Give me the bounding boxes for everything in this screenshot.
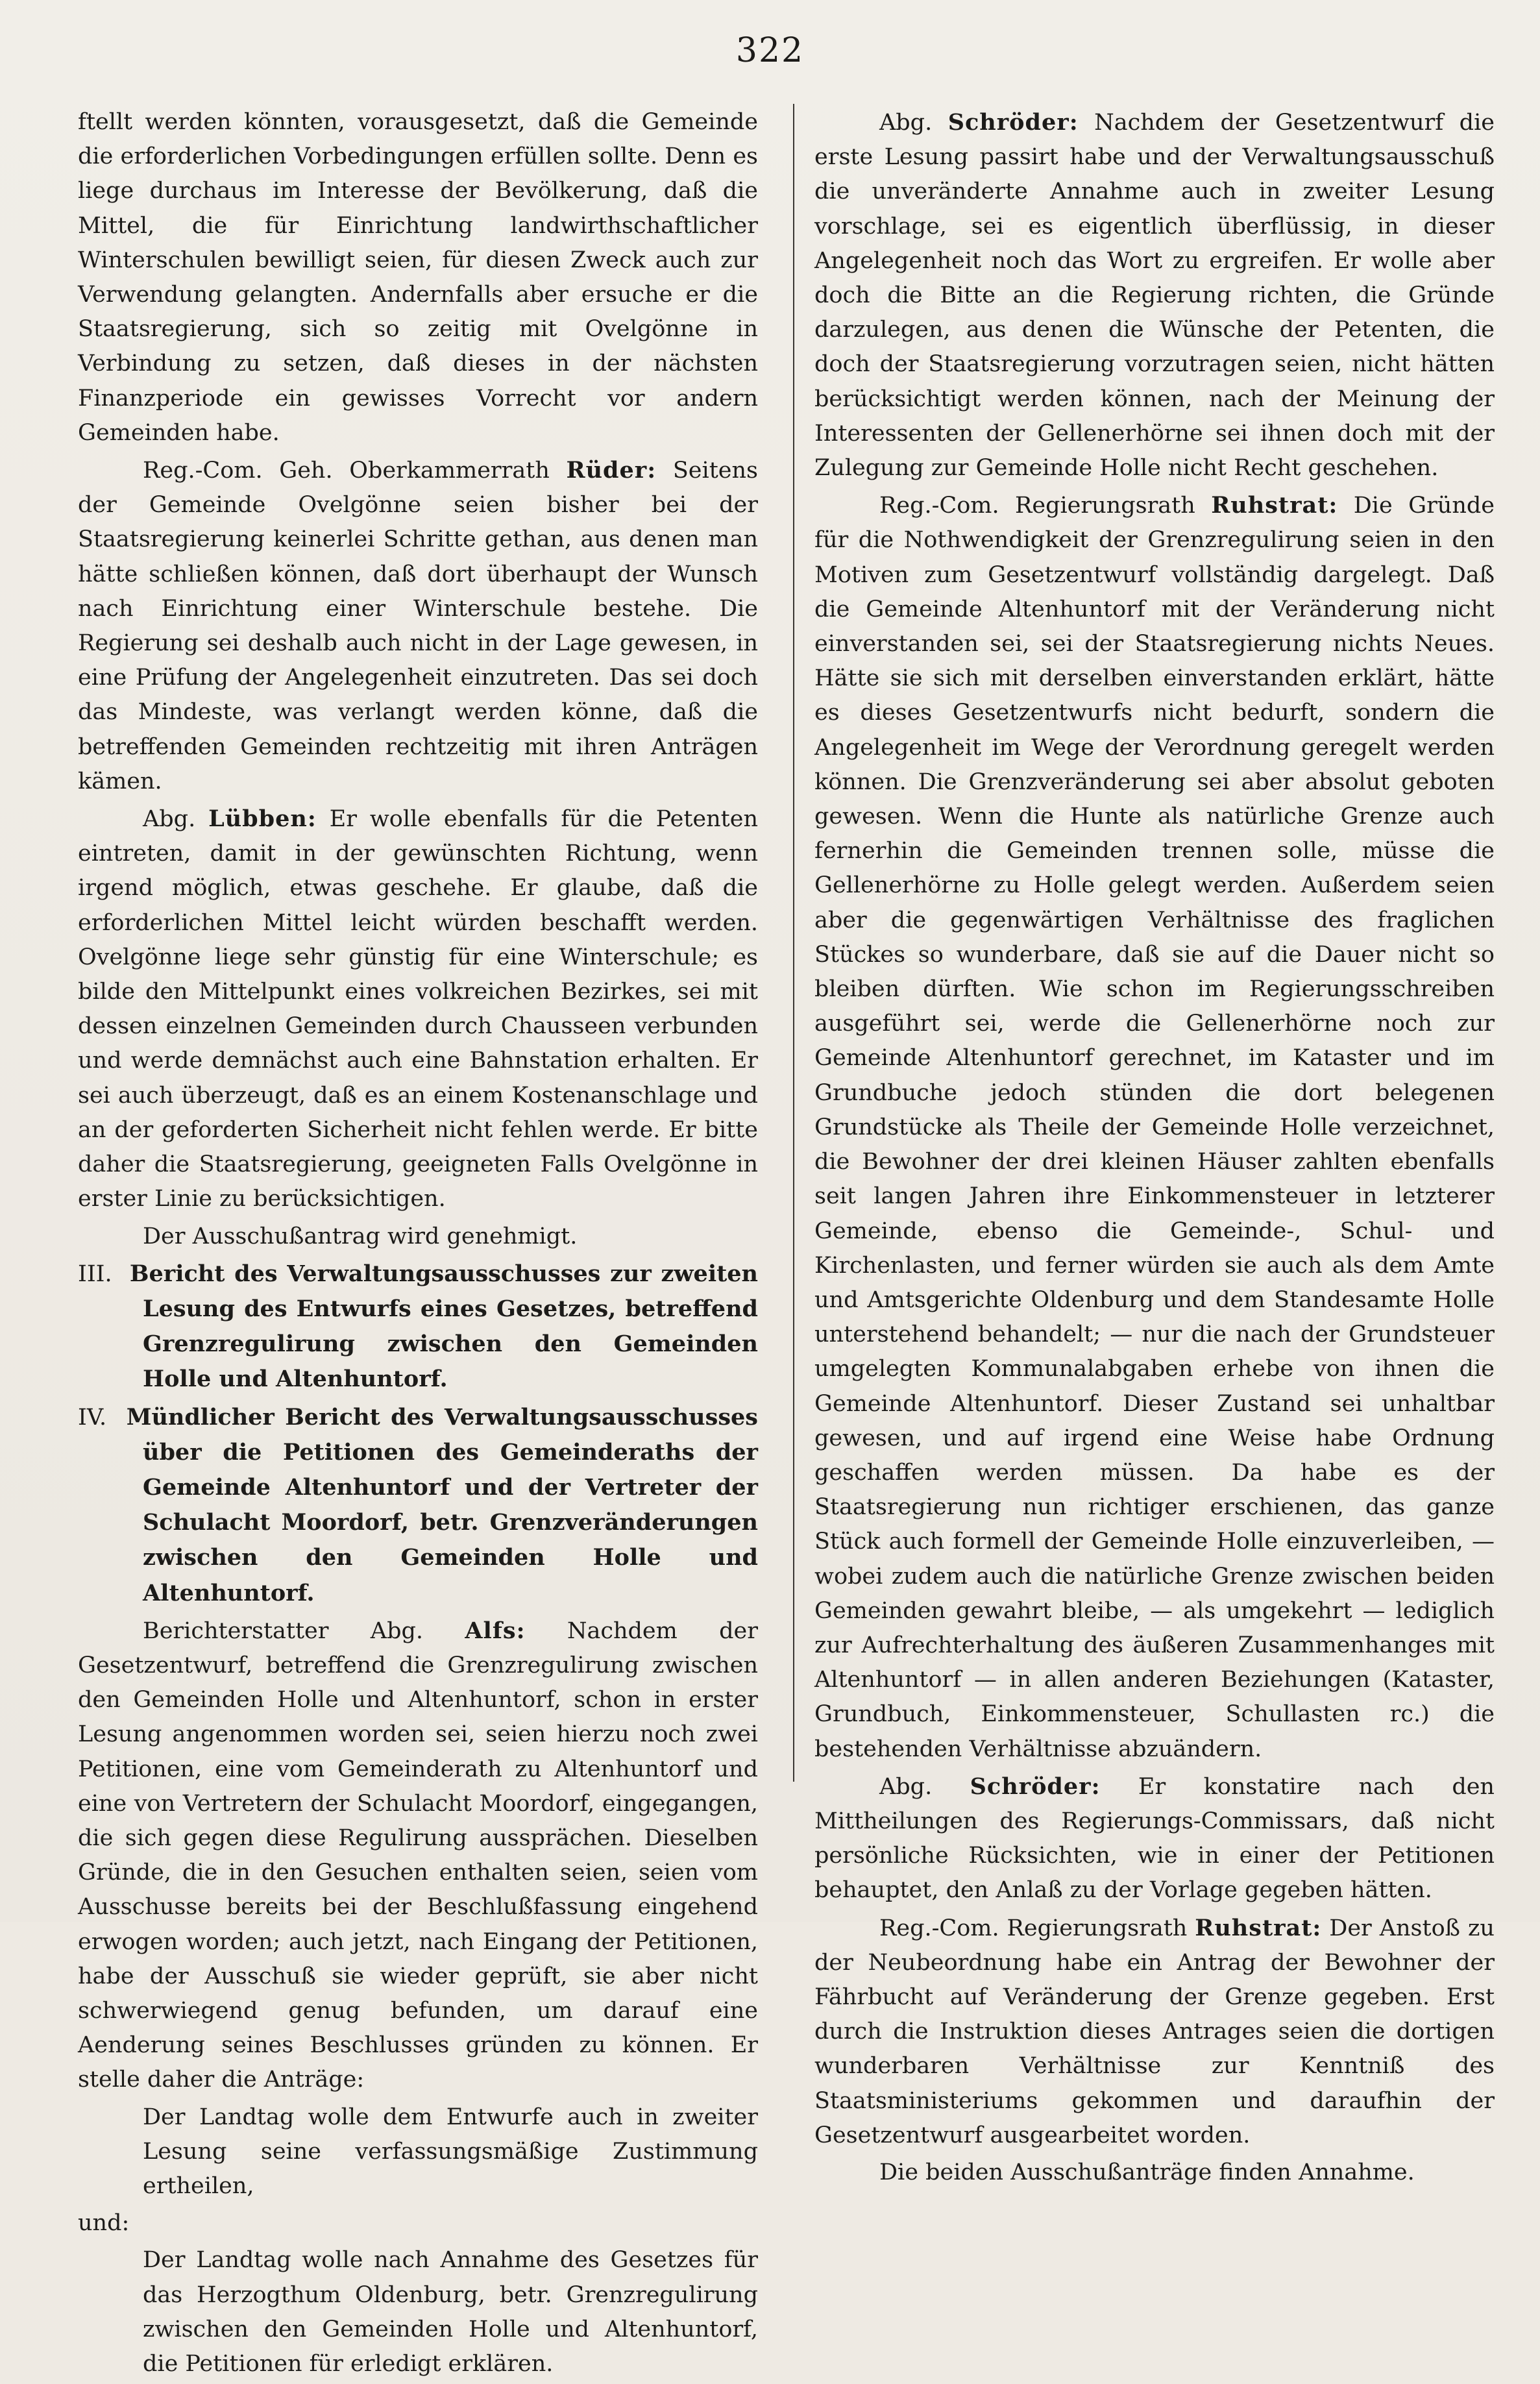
column-divider (793, 104, 794, 1782)
speaker-title: Reg.-Com. Regierungsrath (879, 493, 1195, 519)
speaker-name: Ruhstrat: (1195, 1914, 1322, 1941)
speech-text: Der Anstoß zu der Neubeordnung habe ein Antrag der Bewohner der Fährbucht auf Veränderung der Grenze gegeben. Erst durch die Instruktion dieses Antrages seien die dortigen wunderbaren Verhältnisse zur Kenntniß des Staatsministeriums gekommen und daraufhin der Gesetzentwurf ausgearbeitet worden. (814, 1915, 1495, 2148)
speech-text: Er konstatire nach den Mittheilungen des Regierungs-Commissars, daß nicht persönliche Rücksichten, wie in einer der Petitionen behauptet, den Anlaß zu der Vorlage gegeben hätten. (814, 1773, 1495, 1904)
agenda-title: Mündlicher Bericht des Verwaltungsausschusses über die Petitionen des Gemeinderaths der Gemeinde Altenhuntorf und der Vertreter der Schulacht Moordorf, betr. Grenzveränderungen zwischen den Gemeinden Holle und Altenhuntorf. (126, 1403, 758, 1606)
speaker-name: Ruhstrat: (1211, 492, 1338, 519)
paragraph-continuation: ftellt werden könnten, vorausgesetzt, daß die Gemeinde die erforderlichen Vorbedingungen erfüllen sollte. Denn es liege durchaus im Interesse der Bevölkerung, daß die Mittel, die für Einrichtung landwirthschaftlicher Winterschulen bewilligt seien, für diesen Zweck auch zur Verwendung gelangten. Andernfalls aber ersuche er die Staatsregierung, sich so zeitig mit Ovelgönne in Verbindung zu setzen, daß dieses in der nächsten Finanzperiode ein gewisses Vorrecht vor andern Gemeinden habe. (78, 109, 758, 446)
motion-2: Der Landtag wolle nach Annahme des Gesetzes für das Herzogthum Oldenburg, betr. Grenzregulirung zwischen den Gemeinden Holle und Altenhuntorf, die Petitionen für erledigt erklären. (143, 2247, 758, 2377)
speech-text: Nachdem der Gesetzentwurf die erste Lesung passirt habe und der Verwaltungsausschuß die unveränderte Annahme auch in zweiter Lesung vorschlage, sei es eigentlich überflüssig, in dieser Angelegenheit noch das Wort zu ergreifen. Er wolle aber doch die Bitte an die Regierung richten, die Gründe darzulegen, aus denen die Wünsche der Petenten, die doch der Staatsregierung vorzutragen seien, nicht hätten berücksichtigt werden können, nach der Meinung der Interessenten der Gellenerhörne sei ihnen doch mit der Zulegung zur Gemeinde Holle nicht Recht geschehen. (814, 110, 1495, 482)
speaker-title: Berichterstatter Abg. (143, 1617, 424, 1644)
right-column (814, 105, 1495, 2193)
motion-1: Der Landtag wolle dem Entwurfe auch in zweiter Lesung seine verfassungsmäßige Zustimmung ertheilen, (143, 2104, 758, 2199)
resolution-text: Die beiden Ausschußanträge finden Annahme. (879, 2159, 1415, 2185)
speaker-name: Lübben: (208, 805, 317, 833)
paragraph-rueder (78, 453, 758, 799)
resolution-text: Der Ausschußantrag wird genehmigt. (143, 1223, 578, 1249)
speaker-title: Abg. (143, 806, 196, 833)
speaker-title: Reg.-Com. Regierungsrath (879, 1915, 1188, 1941)
agenda-title: Bericht des Verwaltungsausschusses zur zweiten Lesung des Entwurfs eines Gesetzes, betreffend Grenzregulirung zwischen den Gemeinden Holle und Altenhuntorf. (129, 1260, 758, 1393)
paragraph-ruhstrat-2 (814, 1911, 1495, 2153)
paragraph-luebben (78, 802, 758, 1216)
agenda-number: IV. (78, 1404, 107, 1431)
left-column (78, 105, 758, 2384)
speech-text: Die Gründe für die Nothwendigkeit der Grenzregulirung seien in den Motiven zum Gesetzentwurf vollständig dargelegt. Daß die Gemeinde Altenhuntorf mit der Veränderung nicht einverstanden sei, sei der Staatsregierung nichts Neues. Hätte sie sich mit derselben einverstanden erklärt, hätte es dieses Gesetzentwurfs nicht bedurft, sondern die Angelegenheit im Wege der Verordnung geregelt werden können. Die Grenzveränderung sei aber absolut geboten gewesen. Wenn die Hunte als natürliche Grenze auch fernerhin die Gemeinden trennen solle, müsse die Gellenerhörne zu Holle gelegt werden. Außerdem seien aber die gegenwärtigen Verhältnisse des fraglichen Stückes so wunderbare, daß sie auf die Dauer nicht so bleiben dürften. Wie schon im Regierungsschreiben ausgeführt sei, werde die Gellenerhörne noch zur Gemeinde Altenhuntorf gerechnet, im Kataster und im Grundbuche jedoch stünden die dort belegenen Grundstücke als Theile der Gemeinde Holle verzeichnet, die Bewohner der drei kleinen Häuser zahlten ebenfalls seit langen Jahren ihre Einkommensteuer in letzterer Gemeinde, ebenso die Gemeinde-, Schul- und Kirchenlasten, und ferner würden sie auch als dem Amte und Amtsgerichte Oldenburg und dem Standesamte Holle unterstehend behandelt; — nur die nach der Grundsteuer umgelegten Kommunalabgaben erhebe von ihnen die Gemeinde Altenhuntorf. Dieser Zustand sei unhaltbar gewesen, und auf irgend eine Weise habe Ordnung geschaffen werden müssen. Da habe es der Staatsregierung nun richtiger erschienen, das ganze Stück auch formell der Gemeinde Holle einzuverleiben, — wobei zudem auch die natürliche Grenze zwischen beiden Gemeinden gewahrt bleibe, — als umgekehrt — lediglich zur Aufrechterhaltung des äußeren Zusammenhanges mit Altenhuntorf — in allen anderen Beziehungen (Kataster, Grundbuch, Einkommensteuer, Schullasten rc.) die bestehenden Verhältnisse abzuändern. (814, 493, 1495, 1762)
paragraph-schroeder-2 (814, 1769, 1495, 1908)
conjunction: und: (78, 2210, 130, 2237)
speaker-title: Abg. (879, 110, 933, 136)
speaker-name: Schröder: (947, 109, 1079, 136)
page-number: 322 (735, 31, 805, 70)
speaker-title: Reg.-Com. Geh. Oberkammerrath (143, 458, 550, 484)
speaker-title: Abg. (879, 1773, 933, 1800)
agenda-item-4 (78, 1400, 758, 1611)
speaker-name: Schröder: (970, 1773, 1101, 1800)
speaker-name: Rüder: (566, 457, 657, 484)
speech-text: Nachdem der Gesetzentwurf, betreffend die Grenzregulirung zwischen den Gemeinden Holle und Altenhuntorf, schon in erster Lesung angenommen worden sei, seien hierzu noch zwei Petitionen, eine vom Gemeinderath zu Altenhuntorf und eine von Vertretern der Schulacht Moordorf, eingegangen, die sich gegen diese Regulirung aussprächen. Dieselben Gründe, die in den Gesuchen enthalten seien, seien vom Ausschusse bereits bei der Beschlußfassung eingehend erwogen worden; auch jetzt, nach Eingang der Petitionen, habe der Ausschuß sie wieder geprüft, sie aber nicht schwerwiegend genug befunden, um darauf eine Aenderung seines Beschlusses gründen zu können. Er stelle daher die Anträge: (78, 1617, 758, 2093)
agenda-number: III. (78, 1260, 112, 1287)
speech-text: Seitens der Gemeinde Ovelgönne seien bisher bei der Staatsregierung keinerlei Schritte gethan, aus denen man hätte schließen können, daß dort überhaupt der Wunsch nach Einrichtung einer Winterschule bestehe. Die Regierung sei deshalb auch nicht in der Lage gewesen, in eine Prüfung der Angelegenheit einzutreten. Das sei doch das Mindeste, was verlangt werden könne, daß die betreffenden Gemeinden rechtzeitig mit ihren Anträgen kämen. (78, 458, 758, 794)
speech-text: Er wolle ebenfalls für die Petenten eintreten, damit in der gewünschten Richtung, wenn irgend möglich, etwas geschehe. Er glaube, daß die erforderlichen Mittel leicht würden beschafft werden. Ovelgönne liege sehr günstig für eine Winterschule; es bilde den Mittelpunkt eines volkreichen Bezirkes, sei mit dessen einzelnen Gemeinden durch Chausseen verbunden und werde demnächst auch eine Bahnstation erhalten. Er sei auch überzeugt, daß es an einem Kostenanschlage und an der geforderten Sicherheit nicht fehlen werde. Er bitte daher die Staatsregierung, geeigneten Falls Ovelgönne in erster Linie zu berücksichtigen. (78, 806, 758, 1212)
paragraph-ruhstrat-1 (814, 488, 1495, 1767)
speaker-name: Alfs: (465, 1617, 526, 1644)
paragraph-schroeder-1 (814, 105, 1495, 485)
paragraph-alfs (78, 1614, 758, 2098)
agenda-item-3 (78, 1257, 758, 1397)
